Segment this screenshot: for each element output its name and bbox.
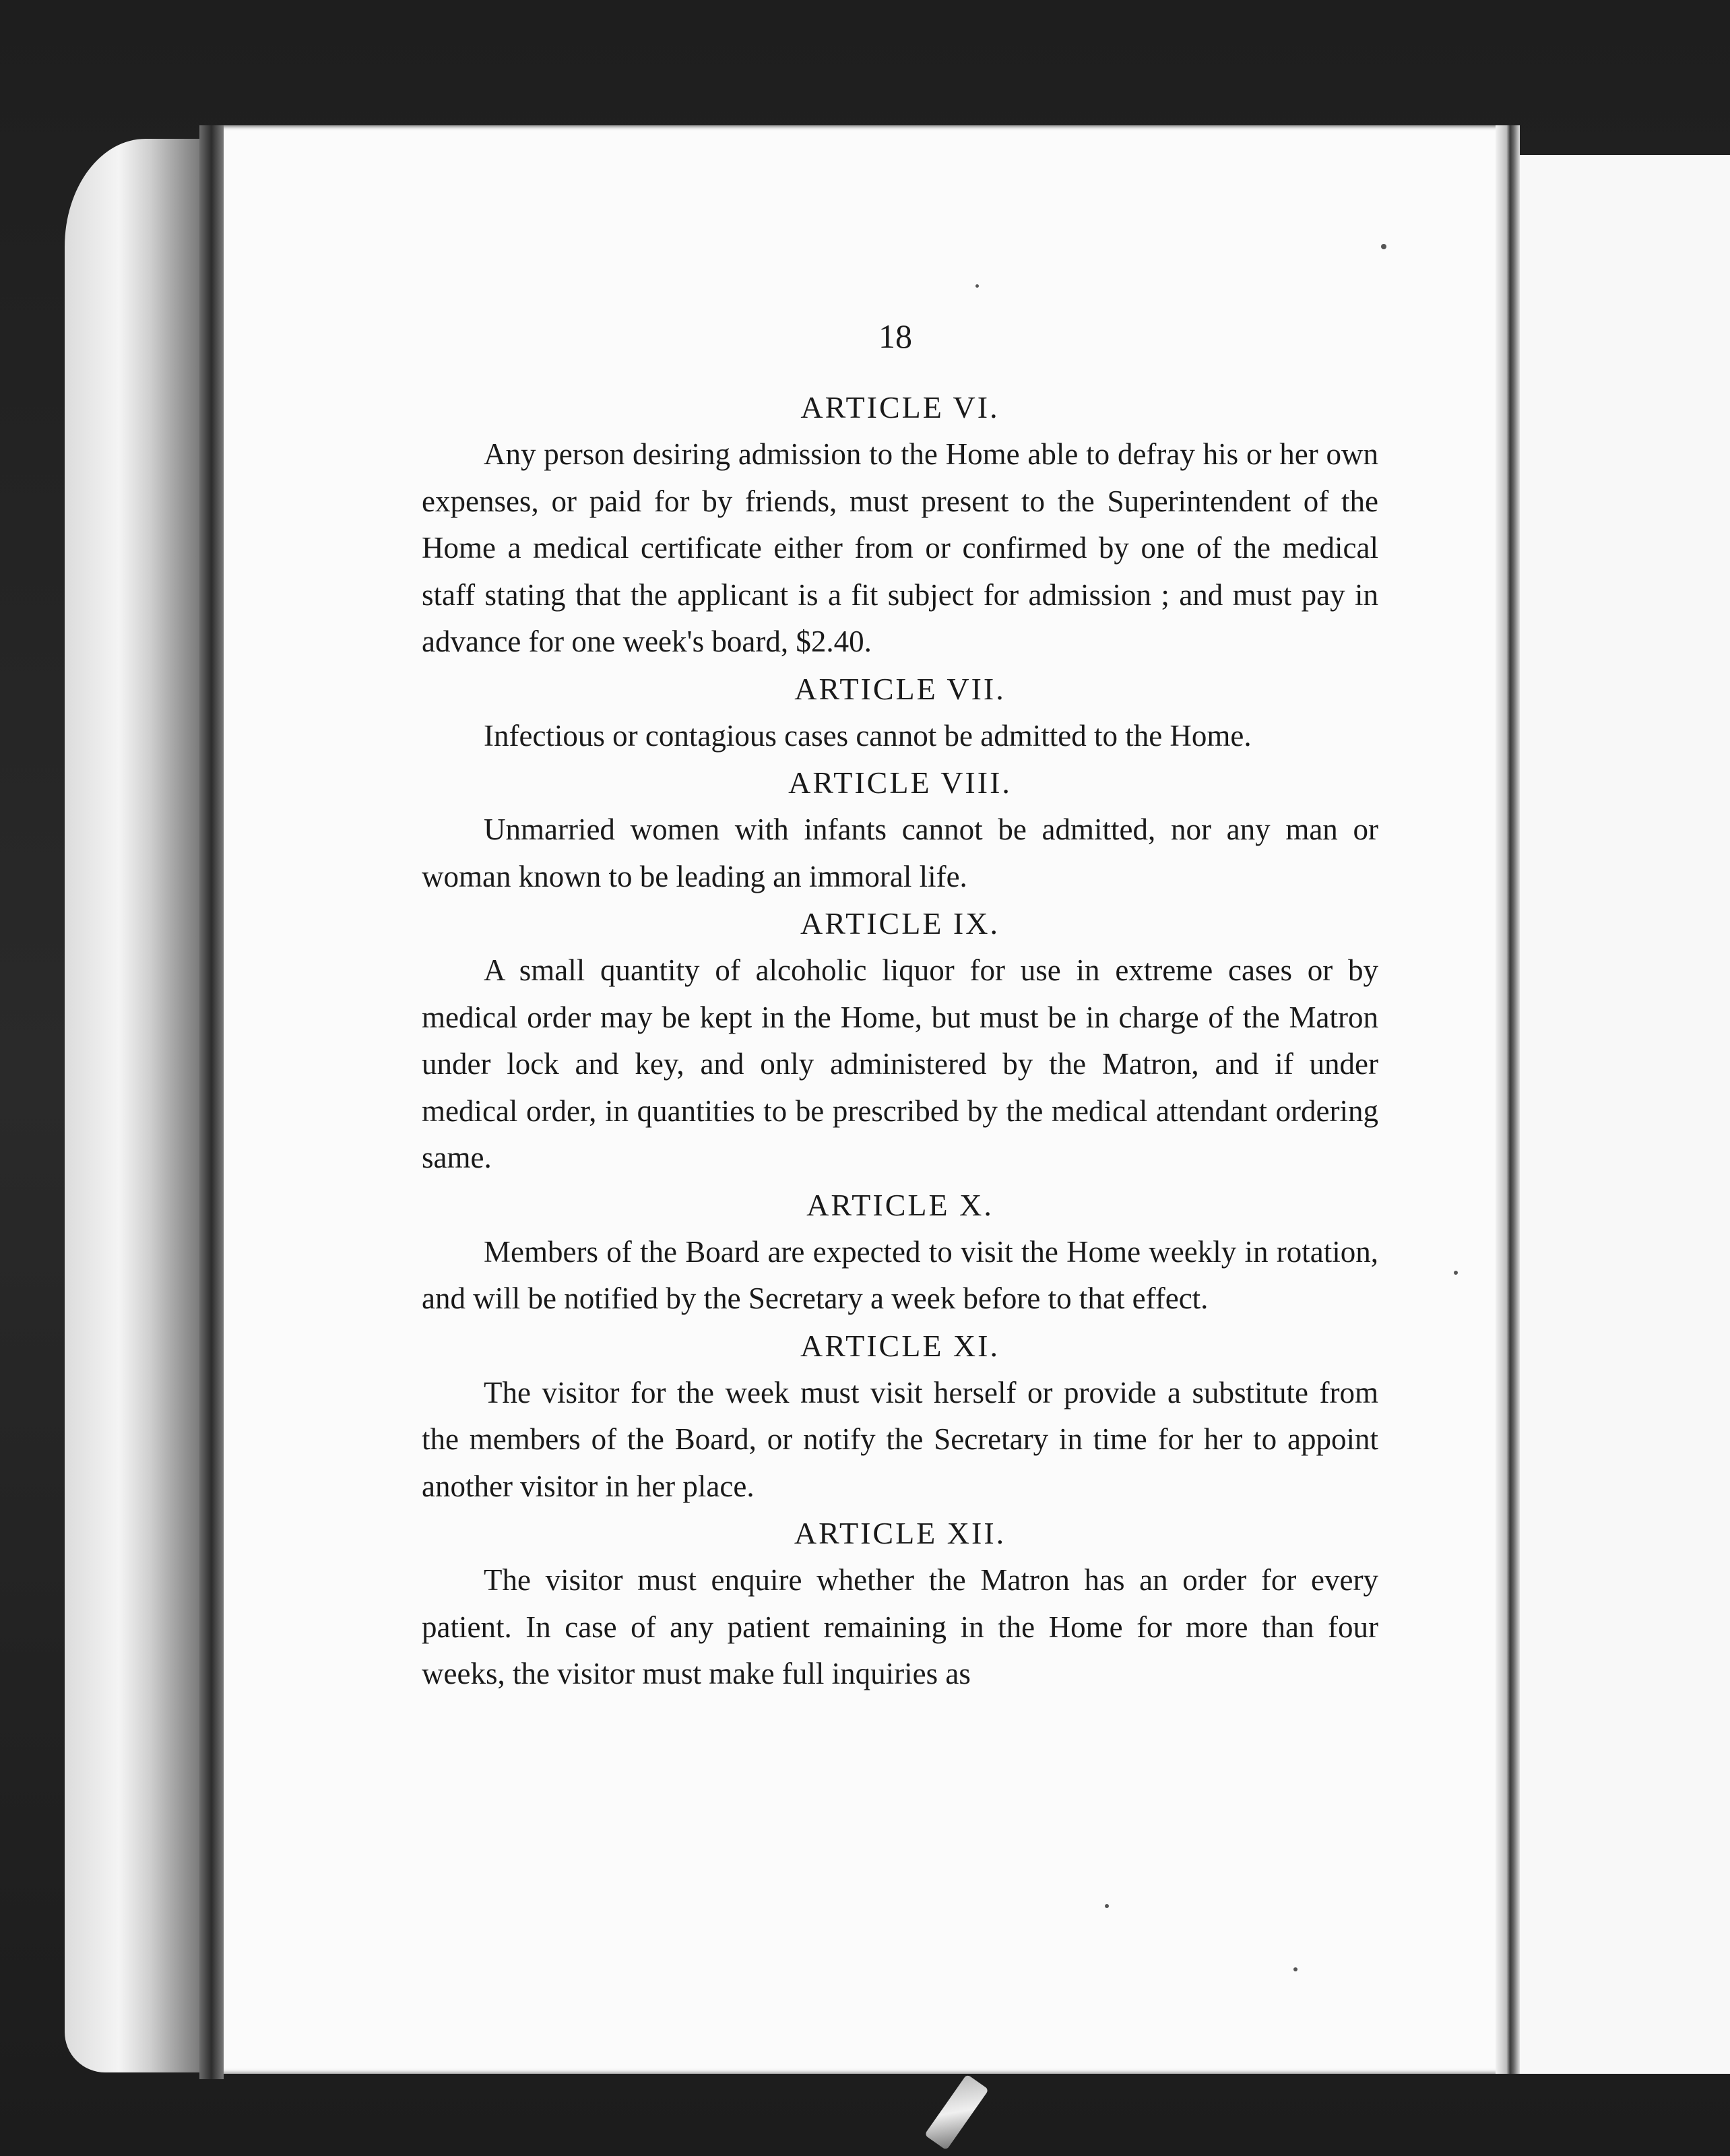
- dust-speck: [1381, 244, 1386, 249]
- article-text: Any person desiring admission to the Home able to defray his or her own expenses, or paid for by friends, must present to the Superintendent of the Home a medical certificate either from or confirmed by one of the medical staff stating that the applicant is a fit subject for admission ; and must pay in advance for one week's board, $2.40.: [422, 437, 1378, 658]
- binding-shadow: [199, 125, 224, 2079]
- book-gutter: [1496, 125, 1520, 2074]
- article-text: Unmarried women with infants cannot be admitted, nor any man or woman known to be leading an immoral life.: [422, 813, 1378, 893]
- dust-speck: [1454, 1271, 1458, 1275]
- dust-speck: [1105, 1904, 1109, 1908]
- article-text: The visitor must enquire whether the Matron has an order for every patient. In case of any patient remaining in the Home for more than four weeks, the visitor must make full inquiries as: [422, 1563, 1378, 1690]
- right-page: [1516, 155, 1730, 2074]
- article-heading: ARTICLE XI.: [800, 1328, 1000, 1363]
- page-stack-edge: [65, 139, 220, 2072]
- article-text: A small quantity of alcoholic liquor for use in extreme cases or by medical order may be kept in the Home, but must be in charge of the Matron under lock and key, and only administered by the Matron, and if under medical order, in quantities to be prescribed by the medical attendant ordering same.: [422, 953, 1378, 1174]
- article-heading: ARTICLE XII.: [794, 1516, 1006, 1550]
- article-column: [422, 384, 1378, 1698]
- article-text: Members of the Board are expected to visit the Home weekly in rotation, and will be notified by the Secretary a week before to that effect.: [422, 1234, 1378, 1315]
- dust-speck: [1293, 1967, 1298, 1971]
- article-text: The visitor for the week must visit herself or provide a substitute from the members of the Board, or notify the Secretary in time for her to appoint another visitor in her place.: [422, 1375, 1378, 1503]
- page-number: 18: [878, 317, 912, 355]
- dust-speck: [975, 284, 979, 288]
- article-heading: ARTICLE VI.: [800, 390, 1000, 424]
- article-heading: ARTICLE IX.: [800, 906, 1000, 941]
- article-heading: ARTICLE X.: [806, 1187, 994, 1222]
- article-heading: ARTICLE VIII.: [788, 765, 1012, 800]
- article-text: Infectious or contagious cases cannot be admitted to the Home.: [484, 718, 1252, 753]
- article-heading: ARTICLE VII.: [794, 671, 1006, 706]
